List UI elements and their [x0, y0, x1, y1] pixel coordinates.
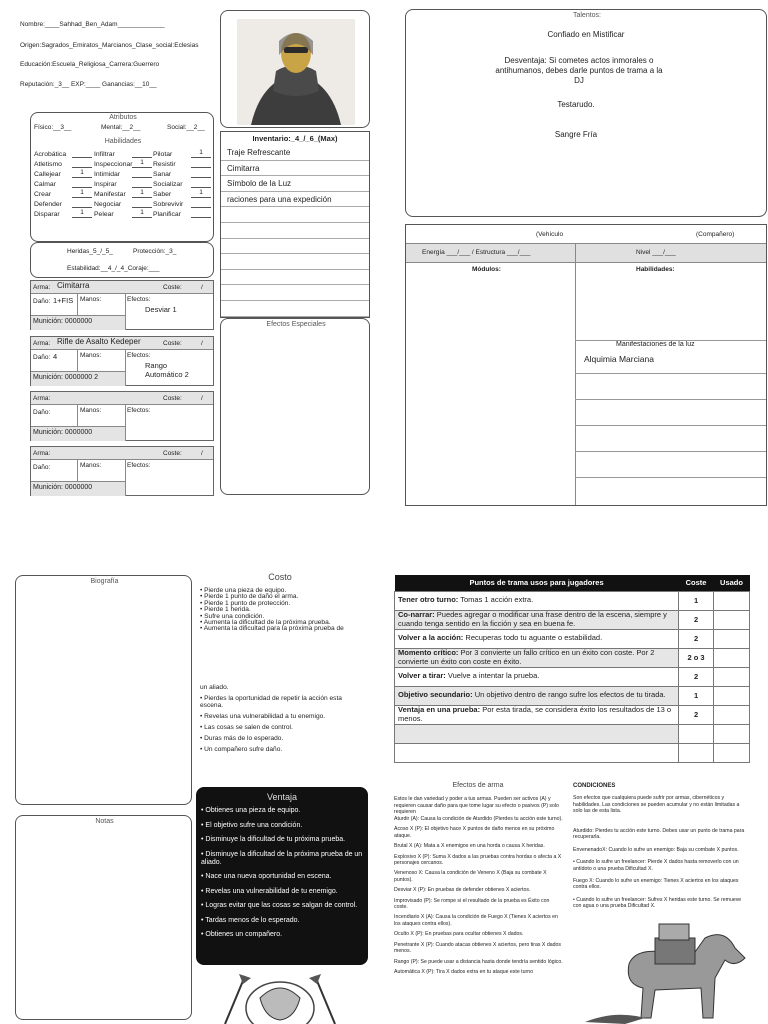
skill-label: Inspirar — [94, 181, 117, 188]
weapon-coste-label: Coste: — [163, 340, 182, 347]
nombre-field[interactable]: Nombre:____Sahhad_Ben_Adam_____________ — [20, 21, 165, 28]
puntos-trama-usado-checkbox[interactable] — [714, 591, 750, 610]
costo-item: • Pierde 1 herida. — [200, 606, 251, 614]
modulos-label: Módulos: — [472, 266, 501, 273]
costo-item: • Duras más de lo esperado. — [200, 735, 284, 742]
weapon-municion[interactable]: Munición: 0000000 — [33, 484, 93, 491]
weapon-dano-divider — [77, 350, 78, 371]
skill-value[interactable]: 1 — [191, 149, 211, 158]
weapon-dano-divider — [77, 294, 78, 315]
puntos-trama-name: Tener otro turno: — [398, 595, 459, 605]
ventaja-item: • Obtienes un compañero. — [201, 931, 283, 938]
manifestacion-line — [575, 451, 766, 452]
puntos-trama-text: Por 3 convierte un fallo crítico en un éxito con coste. Por 2 convierte un éxito con coste en éxito. — [398, 648, 655, 666]
puntos-trama-row — [395, 705, 750, 724]
alquimia-field[interactable]: Alquimia Marciana — [584, 354, 654, 364]
efecto-arma-item: Improvisado (P): Se rompe si el resultado de la prueba es Éxito con coste. — [394, 897, 550, 911]
weapon-efectos-label: Efectos: — [127, 352, 151, 359]
skill-label: Intimidar — [94, 171, 121, 178]
weapon-manos-divider — [125, 460, 126, 481]
puntos-trama-coste: 2 — [679, 629, 714, 648]
weapon-coste-slash: / — [201, 450, 203, 457]
puntos-trama-header-coste: Coste — [679, 575, 714, 591]
ventaja-item: • Obtienes una pieza de equipo. — [201, 807, 301, 814]
skill-label: Defender — [34, 201, 62, 208]
inventario-item[interactable]: raciones para una expedición — [221, 192, 369, 208]
efectos-arma-list — [394, 816, 564, 979]
weapon-arma-label: Arma: — [33, 395, 51, 402]
biografia-title: Biografía — [90, 578, 119, 585]
weapon-name[interactable]: Cimitarra — [57, 281, 90, 290]
weapon-municion[interactable]: Munición: 0000000 — [33, 429, 93, 436]
puntos-trama-desc — [395, 686, 679, 705]
skill-value[interactable] — [72, 159, 92, 168]
costo-item: • Las cosas se salen de control. — [200, 724, 293, 731]
costo-item: • Pierde 1 punto de daño el arma. — [200, 593, 299, 601]
inventario-item[interactable] — [221, 301, 369, 317]
weapon-efectos-label: Efectos: — [127, 462, 151, 469]
efecto-arma-item: Brutal X (A): Mata a X enemigos en una horda o causa X heridas. — [394, 843, 545, 850]
weapon-dano-divider — [77, 460, 78, 481]
skill-label: Negociar — [94, 201, 122, 208]
ventaja-list — [201, 807, 365, 946]
manifestaciones-top-line — [575, 340, 766, 341]
skill-value[interactable] — [191, 209, 211, 218]
efecto-arma-item: Rango (P): Se puede usar a distancia hasta donde tendría sentido lógico. — [394, 958, 563, 965]
puntos-trama-text: Por esta tirada, se considera éxito los resultados de 13 o menos. — [398, 705, 672, 723]
puntos-trama-desc — [395, 591, 679, 610]
weapon-efectos-label: Efectos: — [127, 407, 151, 414]
puntos-trama-coste: 2 — [679, 705, 714, 724]
weapon-name[interactable]: Rifle de Asalto Kedeper — [57, 337, 141, 346]
inventario-item[interactable] — [221, 285, 369, 301]
condicion-item: EnvenenadoX: Cuando lo sufre un enemigo: Baja su combate X puntos. — [573, 846, 739, 853]
skill-label: Planificar — [153, 211, 181, 218]
habilidades-title: Habilidades — [104, 138, 142, 145]
puntos-trama-desc — [395, 629, 679, 648]
weapon-manos-label: Manos: — [80, 296, 102, 303]
talento-3: Testarudo. — [557, 100, 595, 109]
puntos-trama-coste — [679, 743, 714, 762]
weapon-coste-slash: / — [201, 340, 203, 347]
weapon-efectos-label: Efectos: — [127, 296, 151, 303]
mental-field[interactable]: Mental:__2__ — [101, 124, 141, 131]
warrior-illustration — [215, 968, 345, 1024]
manifestacion-line — [575, 373, 766, 374]
energia-field[interactable]: Energía ___/___ / Estructura ___/___ — [422, 249, 531, 256]
inventario-item[interactable] — [221, 239, 369, 255]
weapon-dano-label: Daño: — [33, 354, 51, 361]
puntos-trama-desc — [395, 667, 679, 686]
skill-value[interactable] — [72, 199, 92, 208]
manifestacion-line — [575, 399, 766, 400]
inventario-item[interactable] — [221, 223, 369, 239]
skill-value[interactable]: 1 — [72, 169, 92, 178]
puntos-trama-row — [395, 667, 750, 686]
costo-list — [200, 588, 365, 633]
skill-value[interactable]: 1 — [132, 159, 152, 168]
skill-value[interactable] — [191, 199, 211, 208]
weapon-manos-label: Manos: — [80, 352, 102, 359]
skill-value[interactable] — [191, 179, 211, 188]
skill-value[interactable] — [191, 159, 211, 168]
inventario-title: Inventario:_4_/_6_(Max) — [252, 134, 338, 143]
efecto-arma-item: Aturdir (A): Causa la condición de Aturdido (Pierdes tu acción este turno). — [394, 816, 563, 822]
talento-1: Confiado en Mistificar — [547, 30, 625, 39]
puntos-trama-row — [395, 610, 750, 629]
companero-label: (Compañero) — [696, 231, 735, 238]
habilidades-grid — [34, 151, 212, 241]
origen-field[interactable]: Origen:Sagrados_Emiratos_Marcianos_Clase_social:Eclesias — [20, 42, 199, 49]
skill-label: Sobrevivir — [153, 201, 184, 208]
condicion-item: • Cuando lo sufre un freelancer: Pierde X dados hasta removerlo con un antídoto o una prueba Dificultad X. — [573, 859, 739, 872]
weapon-card — [30, 446, 214, 496]
puntos-trama-coste — [679, 724, 714, 743]
puntos-trama-desc — [395, 724, 679, 743]
weapon-arma-label: Arma: — [33, 450, 51, 457]
weapon-coste-slash: / — [201, 395, 203, 402]
puntos-trama-usado-checkbox[interactable] — [714, 743, 750, 762]
condiciones-list — [573, 828, 749, 916]
costo-list-2 — [200, 684, 365, 757]
skill-label: Manifestar — [94, 191, 126, 198]
ventaja-panel — [196, 787, 368, 965]
weapon-dano-label: Daño: — [33, 409, 51, 416]
weapon-efectos[interactable]: Desviar 1 — [145, 305, 177, 314]
weapon-coste-label: Coste: — [163, 284, 182, 291]
skill-label: Resistir — [153, 161, 176, 168]
costo-item: • Pierdes la oportunidad de repetir la acción esta escena. — [200, 695, 342, 709]
manifestacion-line — [575, 425, 766, 426]
efecto-arma-item: Incendiario X (A): Causa la condición de Fuego X (Tienes X aciertos en los ataques contra ellos). — [394, 914, 558, 927]
atributos-panel — [30, 112, 214, 242]
skill-value[interactable]: 1 — [132, 209, 152, 218]
weapon-manos-divider — [125, 405, 126, 426]
condicion-item: Aturdido: Pierdes tu acción este turno. Debes usar un punto de trama para recuperarla. — [573, 828, 745, 841]
puntos-trama-coste: 1 — [679, 591, 714, 610]
puntos-trama-text: Tomas 1 acción extra. — [458, 595, 534, 605]
talento-2: Desventaja: Si cometes actos inmorales o antihumanos, debes darle puntos de trama a la DJ — [495, 56, 663, 85]
weapon-dano-label: Daño: — [33, 464, 51, 471]
ventaja-item: • Revelas una vulnerabilidad de tu enemigo. — [201, 887, 338, 895]
weapon-municion[interactable]: Munición: 0000000 — [33, 318, 93, 325]
skill-label: Atletismo — [34, 161, 62, 168]
weapon-municion[interactable]: Munición: 0000000 2 — [33, 374, 98, 381]
manifestacion-line — [575, 477, 766, 478]
costo-item: • Aumenta la dificultad para la próxima prueba de — [200, 625, 344, 633]
puntos-trama-usado-checkbox[interactable] — [714, 629, 750, 648]
nivel-field[interactable]: Nivel ___/___ — [636, 249, 676, 256]
inventario-panel — [220, 131, 370, 318]
efecto-arma-item: Oculto X (P): En pruebas para ocultar obtienes X dados. — [394, 931, 524, 938]
skill-value[interactable] — [72, 179, 92, 188]
costo-item: • Pierde una pieza de equipo. — [200, 587, 287, 594]
talentos-panel — [405, 9, 767, 217]
puntos-trama-name: Volver a tirar: — [398, 671, 446, 681]
condicion-item: Fuego X: Cuando lo sufre un enemigo: Tienes X aciertos en los ataques contra ellos. — [573, 878, 739, 891]
weapon-coste-slash: / — [201, 284, 203, 291]
skill-value[interactable]: 1 — [72, 209, 92, 218]
weapon-manos-divider — [125, 350, 126, 371]
puntos-trama-usado-checkbox[interactable] — [714, 724, 750, 743]
puntos-trama-desc — [395, 705, 679, 724]
vehiculo-label: (Vehículo — [536, 231, 564, 238]
skill-label: Infiltrar — [94, 151, 115, 158]
ventaja-item: • Disminuye la dificultad de tu próxima prueba. — [201, 836, 346, 843]
puntos-trama-coste: 2 o 3 — [679, 648, 714, 667]
puntos-trama-row — [395, 648, 750, 667]
puntos-trama-desc — [395, 743, 679, 762]
estabilidad-field[interactable]: Estabilidad:__4_/_4_Coraje:___ — [67, 265, 160, 272]
weapon-header-bar — [31, 392, 213, 405]
fisico-field[interactable]: Físico:__3__ — [34, 124, 72, 131]
costo-item: • Sufre una condición. — [200, 612, 265, 620]
atributos-title: Atributos — [109, 114, 137, 121]
skill-label: Inspeccionar — [94, 161, 133, 168]
skill-label: Socializar — [153, 181, 183, 188]
skill-value[interactable]: 1 — [72, 189, 92, 198]
efecto-arma-item: Explosivo X (P): Suma X dados a las pruebas contra hordas o afecta a X personajes cercanos. — [394, 853, 562, 867]
weapon-coste-label: Coste: — [163, 395, 182, 402]
puntos-trama-table-wrap — [394, 575, 750, 763]
puntos-trama-name: Momento crítico: — [398, 648, 459, 657]
weapon-coste-label: Coste: — [163, 450, 182, 457]
skill-label: Pilotar — [153, 151, 173, 158]
skill-label: Calmar — [34, 181, 56, 188]
weapon-arma-label: Arma: — [33, 284, 51, 291]
skill-label: Saber — [153, 191, 172, 198]
costo-item: • Un compañero sufre daño. — [200, 746, 283, 753]
puntos-trama-usado-checkbox[interactable] — [714, 648, 750, 667]
skill-value[interactable]: 1 — [132, 189, 152, 198]
condicion-item: • Cuando lo sufre un freelancer: Sufres X heridas este turno. Se remueve con agua o una prueba Dificultad X. — [573, 896, 742, 910]
inventario-item[interactable] — [221, 207, 369, 223]
puntos-trama-row — [395, 591, 750, 610]
skill-value[interactable] — [132, 199, 152, 208]
puntos-trama-coste: 2 — [679, 610, 714, 629]
skill-value[interactable] — [132, 169, 152, 178]
efectos-especiales-panel — [220, 318, 370, 495]
costo-item: • Revelas una vulnerabilidad a tu enemigo. — [200, 713, 326, 720]
weapon-manos-divider — [125, 294, 126, 315]
weapon-efectos[interactable]: Rango Automático 2 — [145, 361, 189, 379]
ventaja-item: • Logras evitar que las cosas se salgan de control. — [201, 902, 358, 909]
puntos-trama-text: Recuperas todo tu aguante o estabilidad. — [463, 633, 603, 643]
notas-title: Notas — [95, 818, 114, 825]
skill-value[interactable]: 1 — [191, 189, 211, 198]
puntos-trama-coste: 2 — [679, 667, 714, 686]
puntos-trama-name: Co-narrar: — [398, 610, 435, 619]
skill-value[interactable] — [132, 149, 152, 158]
weapon-dano[interactable]: 1+FIS — [53, 296, 74, 305]
weapon-arma-label: Arma: — [33, 340, 51, 347]
talento-4: Sangre Fría — [554, 130, 598, 139]
puntos-trama-table — [394, 575, 750, 763]
vehiculo-divider — [575, 243, 576, 505]
ventaja-item: • El objetivo sufre una condición. — [201, 821, 303, 829]
weapon-header-bar — [31, 447, 213, 460]
puntos-trama-desc — [395, 610, 679, 629]
skill-label: Acrobática — [34, 151, 67, 158]
educacion-field[interactable]: Educación:Escuela_Religiosa_Carrera:Guerrero — [20, 61, 160, 68]
pack-animal-illustration — [585, 918, 755, 1024]
puntos-trama-header — [395, 575, 750, 591]
efecto-arma-item: Desviar X (P): En pruebas de defender obtienes X aciertos. — [394, 887, 531, 894]
skill-label: Disparar — [34, 211, 60, 218]
weapon-manos-label: Manos: — [80, 462, 102, 469]
skill-label: Pelear — [94, 211, 114, 218]
costo-item: un aliado. — [200, 684, 229, 691]
efectos-arma-title: Efectos de arma — [452, 782, 504, 789]
ventaja-title: Ventaja — [266, 792, 298, 802]
ventaja-item: • Tardas menos de lo esperado. — [201, 916, 300, 924]
puntos-trama-usado-checkbox[interactable] — [714, 667, 750, 686]
puntos-trama-row — [395, 743, 750, 762]
efectos-arma-intro: Estos le dan variedad y poder a tus armas. Pueden ser activos (A) y requieren causar daño para que tome lugar su efecto o pasivos (P) solo requieren — [394, 796, 559, 816]
proteccion-field[interactable]: Protección:_3_ — [133, 248, 177, 255]
puntos-trama-header-name: Puntos de trama usos para jugadores — [395, 575, 679, 591]
weapon-dano-label: Daño: — [33, 298, 51, 305]
skill-label: Crear — [34, 191, 51, 198]
puntos-trama-text: Vuelve a intentar la prueba. — [445, 671, 540, 681]
puntos-trama-coste: 1 — [679, 686, 714, 705]
reputacion-field[interactable]: Reputación:_3__ EXP:____ Ganancias:__10__ — [20, 81, 157, 88]
portrait-image — [221, 11, 370, 128]
puntos-trama-usado-checkbox[interactable] — [714, 705, 750, 724]
puntos-trama-header-usado: Usado — [714, 575, 750, 591]
condiciones-title: CONDICIONES — [573, 783, 616, 789]
social-field[interactable]: Social:__2__ — [167, 124, 205, 131]
skill-value[interactable] — [191, 169, 211, 178]
efecto-arma-item: Automática X (P): Tira X dados extra en tu ataque este turno — [394, 968, 533, 975]
puntos-trama-text: Un objetivo dentro de rango sufre los efectos de tu tirada. — [472, 690, 666, 700]
puntos-trama-name: Objetivo secundario: — [398, 690, 473, 700]
inventario-item[interactable]: Símbolo de la Luz — [221, 176, 369, 192]
manifestaciones-title: Manifestaciones de la luz — [616, 341, 695, 348]
efecto-arma-item: Acoso X (P): El objetivo hace X puntos de daño menos en su próximo ataque. — [394, 826, 555, 839]
puntos-trama-row — [395, 629, 750, 648]
puntos-trama-row — [395, 724, 750, 743]
heridas-field[interactable]: Heridas_5_/_5_ — [67, 248, 113, 255]
efecto-arma-item: Venenoso X: Causa la condición de Veneno X (Baja su combate X puntos). — [394, 870, 547, 883]
inventario-item[interactable]: Cimitarra — [221, 161, 369, 177]
skill-value[interactable] — [132, 179, 152, 188]
inventario-item[interactable]: Traje Refrescante — [221, 145, 369, 161]
ventaja-item: • Disminuye la dificultad de la próxima prueba de un aliado. — [201, 850, 363, 866]
skill-value[interactable] — [72, 149, 92, 158]
habilidades-companero-label: Habilidades: — [636, 266, 675, 273]
weapon-card — [30, 391, 214, 441]
costo-title: Costo — [268, 572, 292, 582]
puntos-trama-row — [395, 686, 750, 705]
skill-label: Callejear — [34, 171, 61, 178]
inventario-list — [221, 145, 369, 317]
weapon-dano[interactable]: 4 — [53, 352, 58, 361]
weapon-dano-divider — [77, 405, 78, 426]
notas-panel — [15, 815, 192, 1020]
condiciones-intro: Son efectos que cualquiera puede sufrir por armas, cibernéticos y habilidades. Las condiciones se pueden acumular y no están limitadas a solo las de esta lista. — [573, 795, 740, 815]
vehiculo-companero-panel — [405, 224, 767, 506]
estado-panel — [30, 242, 214, 278]
puntos-trama-name: Volver a la acción: — [398, 633, 464, 643]
ventaja-item: • Nace una nueva oportunidad en escena. — [201, 873, 332, 880]
skill-label: Sanar — [153, 171, 172, 178]
puntos-trama-text: Puedes agregar o modificar una frase dentro de la escena, siempre y cuando tenga sentido en la ficción y sea en buena fe. — [398, 610, 667, 628]
costo-item: • Aumenta la dificultad de la próxima prueba. — [200, 619, 331, 627]
weapon-manos-label: Manos: — [80, 407, 102, 414]
efecto-arma-item: Penetrante X (P): Cuando atacas obtienes X aciertos, pero tiras X dados menos. — [394, 941, 561, 955]
efectos-especiales-title: Efectos Especiales — [266, 321, 326, 328]
weapon-card — [30, 280, 214, 330]
portrait-frame — [220, 10, 370, 128]
puntos-trama-usado-checkbox[interactable] — [714, 686, 750, 705]
talentos-title: Talentos: — [572, 12, 602, 19]
biografia-panel — [15, 575, 192, 805]
inventario-item[interactable] — [221, 254, 369, 270]
weapon-card — [30, 336, 214, 386]
inventario-item[interactable] — [221, 270, 369, 286]
puntos-trama-usado-checkbox[interactable] — [714, 610, 750, 629]
puntos-trama-desc — [395, 648, 679, 667]
costo-item: • Pierde 1 punto de protección. — [200, 599, 291, 607]
puntos-trama-name: Ventaja en una prueba: — [398, 705, 481, 714]
